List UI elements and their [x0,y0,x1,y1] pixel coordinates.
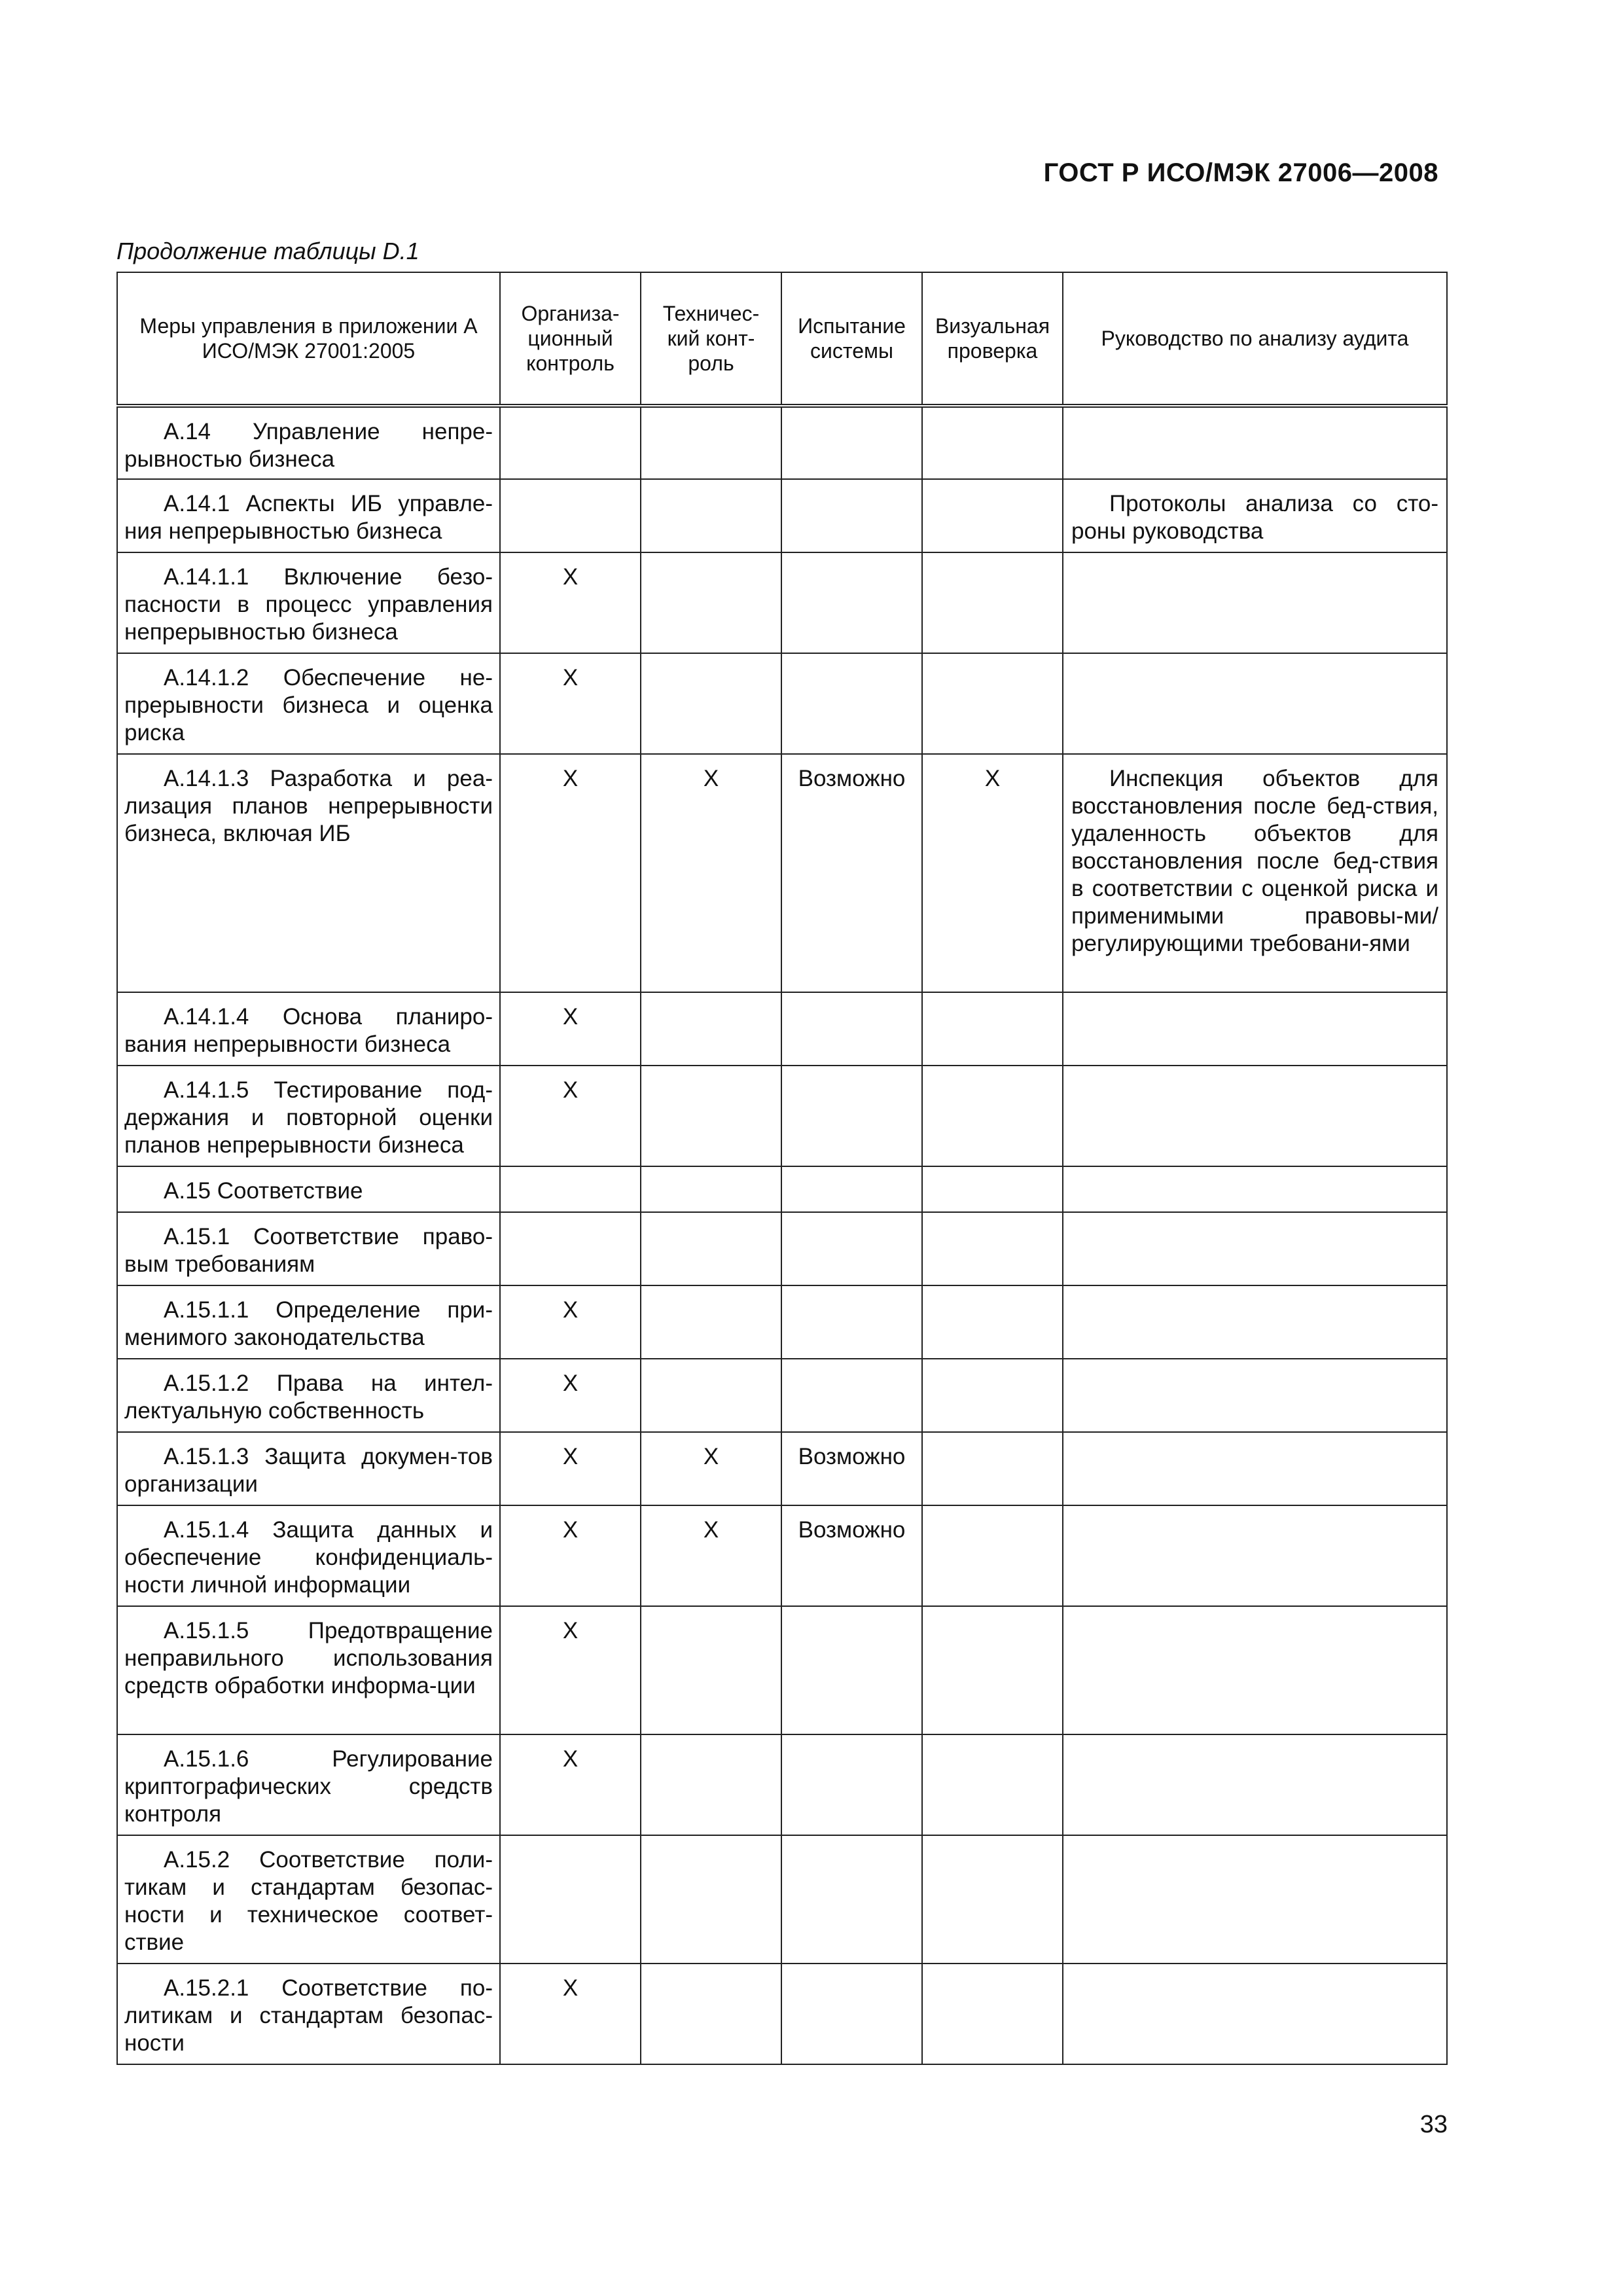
audit-guidance-cell [1063,1166,1447,1212]
organizational-control-cell [500,1505,641,1606]
audit-guidance-cell [1063,1285,1447,1359]
system-testing-cell-text: Возможно [798,1444,906,1469]
technical-control-cell-text: X [703,766,719,791]
measure-cell-text: А.15 Соответствие [164,1178,363,1204]
visual-inspection-cell-text: X [984,766,1001,791]
table-row [117,406,1447,479]
audit-guidance-cell [1063,479,1447,552]
table-caption: Продолжение таблицы D.1 [116,238,419,264]
audit-guidance-cell [1063,1359,1447,1432]
header-visual-inspection: Визуальная проверка [922,272,1063,406]
organizational-control-cell-text: X [562,564,579,590]
technical-control-cell [641,1285,781,1359]
organizational-control-cell [500,1964,641,2064]
visual-inspection-cell [922,1505,1063,1606]
measure-cell [117,992,500,1066]
measure-cell-text: А.15.1.2 Права на интел-лектуальную собственность [124,1371,493,1424]
organizational-control-cell [500,1835,641,1964]
document-standard-title: ГОСТ Р ИСО/МЭК 27006—2008 [1043,158,1438,187]
table-row [117,1166,1447,1212]
system-testing-cell [781,1835,922,1964]
measure-cell [117,1166,500,1212]
system-testing-cell [781,1432,922,1505]
table-body [117,406,1447,2064]
system-testing-cell [781,1212,922,1285]
audit-guidance-cell [1063,1432,1447,1505]
header-technical-control: Техничес-кий конт-роль [641,272,781,406]
controls-table [116,272,1448,2065]
organizational-control-cell [500,992,641,1066]
visual-inspection-cell [922,1734,1063,1835]
table-row [117,1505,1447,1606]
technical-control-cell [641,754,781,992]
system-testing-cell [781,1964,922,2064]
audit-guidance-cell-text: Протоколы анализа со сто-роны руководства [1071,491,1438,544]
measure-cell-text: А.15.2.1 Соответствие по-литикам и стандартам безопас-ности [124,1975,493,2056]
measure-cell [117,1066,500,1166]
organizational-control-cell [500,406,641,479]
header-audit-guidance: Руководство по анализу аудита [1063,272,1447,406]
organizational-control-cell-text: X [562,1004,579,1030]
measure-cell-text: А.14.1.4 Основа планиро-вания непрерывности бизнеса [124,1004,493,1057]
technical-control-cell [641,1835,781,1964]
audit-guidance-cell [1063,1606,1447,1734]
measure-cell-text: А.15.1 Соответствие право-вым требованиям [124,1224,493,1277]
visual-inspection-cell [922,1166,1063,1212]
system-testing-cell [781,479,922,552]
technical-control-cell [641,1606,781,1734]
organizational-control-cell [500,1606,641,1734]
audit-guidance-cell [1063,653,1447,754]
measure-cell-text: А.15.1.3 Защита докумен-тов организации [124,1444,493,1497]
technical-control-cell [641,552,781,653]
system-testing-cell [781,754,922,992]
system-testing-cell [781,552,922,653]
measure-cell [117,653,500,754]
organizational-control-cell [500,653,641,754]
organizational-control-cell [500,1432,641,1505]
measure-cell-text: А.15.1.5 Предотвращение неправильного использования средств обработки информа-ции [124,1618,493,1698]
table-header-row [117,272,1447,406]
audit-guidance-cell [1063,1835,1447,1964]
table-row [117,1606,1447,1734]
audit-guidance-cell-text: Инспекция объектов для восстановления после бед-ствия, удаленность объектов для восстановления после бед-ствия в соответствии с оценкой риска и применимыми правовы-ми/регулирующими требовани-ями [1071,766,1438,956]
measure-cell [117,1432,500,1505]
visual-inspection-cell [922,653,1063,754]
technical-control-cell [641,1212,781,1285]
visual-inspection-cell [922,1066,1063,1166]
header-organizational-control: Организа-ционный контроль [500,272,641,406]
table-row [117,653,1447,754]
technical-control-cell [641,1432,781,1505]
visual-inspection-cell [922,552,1063,653]
visual-inspection-cell [922,1285,1063,1359]
audit-guidance-cell [1063,1505,1447,1606]
visual-inspection-cell [922,1212,1063,1285]
organizational-control-cell-text: X [562,665,579,691]
system-testing-cell [781,653,922,754]
measure-cell-text: А.15.1.1 Определение при-менимого законодательства [124,1297,493,1350]
visual-inspection-cell [922,1432,1063,1505]
table-row [117,992,1447,1066]
visual-inspection-cell [922,1835,1063,1964]
measure-cell [117,1606,500,1734]
measure-cell-text: А.14.1.2 Обеспечение не-прерывности бизнеса и оценка риска [124,665,493,745]
measure-cell [117,1964,500,2064]
technical-control-cell [641,1066,781,1166]
system-testing-cell [781,1505,922,1606]
table-row [117,1212,1447,1285]
measure-cell [117,552,500,653]
audit-guidance-cell [1063,1212,1447,1285]
organizational-control-cell-text: X [562,1297,579,1323]
audit-guidance-cell [1063,406,1447,479]
technical-control-cell [641,992,781,1066]
measure-cell [117,1734,500,1835]
visual-inspection-cell [922,1964,1063,2064]
organizational-control-cell-text: X [562,1077,579,1103]
measure-cell-text: А.15.1.6 Регулирование криптографических средств контроля [124,1746,493,1827]
page-number: 33 [1419,2111,1448,2138]
organizational-control-cell [500,1734,641,1835]
table-row [117,1432,1447,1505]
audit-guidance-cell [1063,754,1447,992]
system-testing-cell [781,1166,922,1212]
table-row [117,1066,1447,1166]
table-row [117,1285,1447,1359]
measure-cell-text: А.15.1.4 Защита данных и обеспечение конфиденциаль-ности личной информации [124,1517,493,1598]
organizational-control-cell [500,1285,641,1359]
measure-cell [117,1212,500,1285]
measure-cell [117,1359,500,1432]
technical-control-cell-text: X [703,1444,719,1469]
measure-cell [117,1835,500,1964]
organizational-control-cell-text: X [562,1517,579,1543]
technical-control-cell [641,406,781,479]
organizational-control-cell-text: X [562,1444,579,1469]
table-row [117,552,1447,653]
audit-guidance-cell [1063,992,1447,1066]
system-testing-cell [781,1606,922,1734]
visual-inspection-cell [922,479,1063,552]
visual-inspection-cell [922,406,1063,479]
organizational-control-cell-text: X [562,1371,579,1396]
measure-cell-text: А.15.2 Соответствие поли-тикам и стандартам безопас-ности и техническое соответ-ствие [124,1847,493,1955]
visual-inspection-cell [922,1359,1063,1432]
system-testing-cell [781,992,922,1066]
system-testing-cell [781,406,922,479]
system-testing-cell [781,1285,922,1359]
table-row [117,1359,1447,1432]
measure-cell [117,406,500,479]
table-row [117,1835,1447,1964]
organizational-control-cell [500,1212,641,1285]
organizational-control-cell-text: X [562,766,579,791]
audit-guidance-cell [1063,552,1447,653]
organizational-control-cell-text: X [562,1618,579,1643]
technical-control-cell [641,479,781,552]
technical-control-cell [641,1734,781,1835]
technical-control-cell [641,1964,781,2064]
organizational-control-cell-text: X [562,1746,579,1772]
table-row [117,1964,1447,2064]
technical-control-cell [641,1505,781,1606]
table-row [117,479,1447,552]
technical-control-cell [641,1166,781,1212]
system-testing-cell-text: Возможно [798,1517,906,1543]
header-measures: Меры управления в приложении А ИСО/МЭК 27001:2005 [117,272,500,406]
measure-cell [117,754,500,992]
visual-inspection-cell [922,1606,1063,1734]
visual-inspection-cell [922,754,1063,992]
visual-inspection-cell [922,992,1063,1066]
system-testing-cell [781,1066,922,1166]
organizational-control-cell [500,1066,641,1166]
table-row [117,1734,1447,1835]
measure-cell [117,1505,500,1606]
audit-guidance-cell [1063,1964,1447,2064]
audit-guidance-cell [1063,1734,1447,1835]
measure-cell-text: А.14 Управление непре-рывностью бизнеса [124,419,493,472]
organizational-control-cell [500,754,641,992]
organizational-control-cell-text: X [562,1975,579,2001]
organizational-control-cell [500,1166,641,1212]
system-testing-cell-text: Возможно [798,766,906,791]
system-testing-cell [781,1359,922,1432]
organizational-control-cell [500,1359,641,1432]
measure-cell-text: А.14.1 Аспекты ИБ управле-ния непрерывностью бизнеса [124,491,493,544]
technical-control-cell [641,1359,781,1432]
measure-cell-text: А.14.1.5 Тестирование под-держания и повторной оценки планов непрерывности бизнеса [124,1077,493,1158]
measure-cell-text: А.14.1.1 Включение безо-пасности в процесс управления непрерывностью бизнеса [124,564,493,645]
organizational-control-cell [500,479,641,552]
measure-cell [117,479,500,552]
measure-cell-text: А.14.1.3 Разработка и реа-лизация планов непрерывности бизнеса, включая ИБ [124,766,493,846]
audit-guidance-cell [1063,1066,1447,1166]
header-system-testing: Испытание системы [781,272,922,406]
technical-control-cell-text: X [703,1517,719,1543]
table-row [117,754,1447,992]
organizational-control-cell [500,552,641,653]
measure-cell [117,1285,500,1359]
technical-control-cell [641,653,781,754]
system-testing-cell [781,1734,922,1835]
